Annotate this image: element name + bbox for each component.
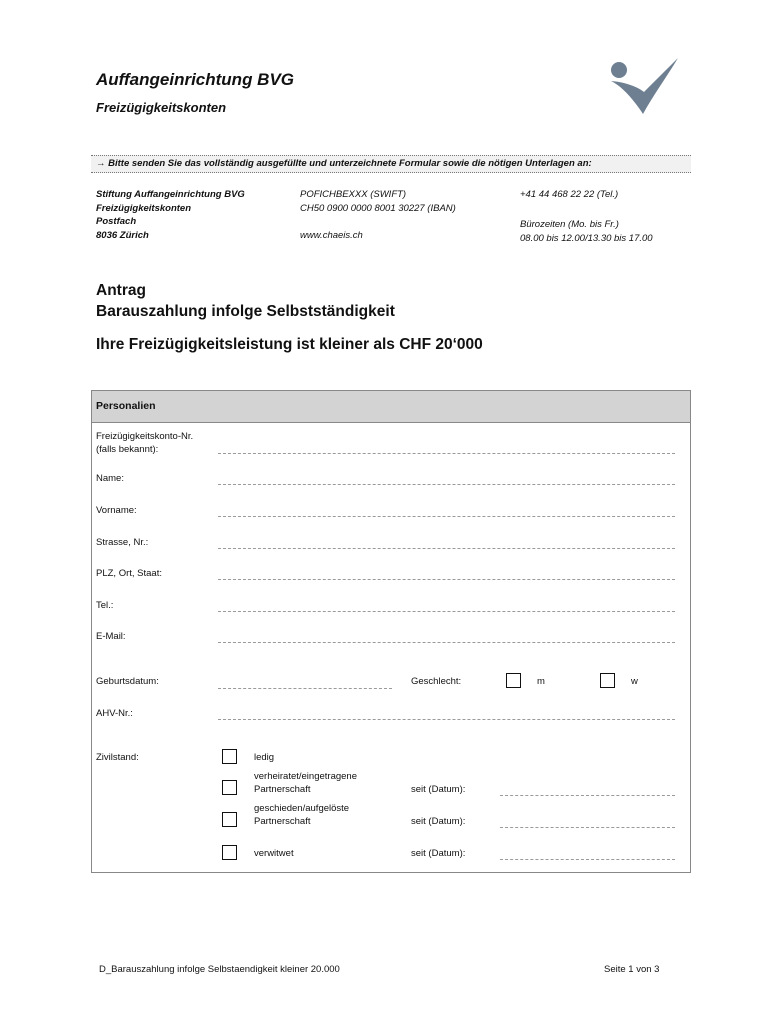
- verwitwet-checkbox[interactable]: [222, 845, 237, 860]
- verheiratet-checkbox[interactable]: [222, 780, 237, 795]
- geschieden-label: [254, 803, 349, 828]
- email-input[interactable]: [218, 642, 675, 643]
- form-title: [96, 280, 395, 322]
- title-subject: Barauszahlung infolge Selbstständigkeit: [96, 303, 395, 320]
- ahv-input[interactable]: [218, 719, 675, 720]
- seit-label-verwitwet: seit (Datum):: [411, 848, 466, 859]
- strasse-label: Strasse, Nr.:: [96, 537, 149, 548]
- tel-label: Tel.:: [96, 600, 114, 611]
- office-hours-label: Bürozeiten (Mo. bis Fr.): [520, 219, 619, 230]
- name-label: Name:: [96, 473, 124, 484]
- iban: CH50 0900 0000 8001 30227 (IBAN): [300, 202, 456, 214]
- account-label: [96, 431, 193, 456]
- strasse-input[interactable]: [218, 548, 675, 549]
- verheiratet-label: [254, 771, 357, 796]
- geschieden-checkbox[interactable]: [222, 812, 237, 827]
- office-hours: [520, 218, 653, 245]
- geschieden-label-line: geschieden/aufgelöste: [254, 803, 350, 814]
- plz-input[interactable]: [218, 579, 675, 580]
- ahv-label: AHV-Nr.:: [96, 708, 133, 719]
- gender-w-label: w: [631, 676, 638, 687]
- vorname-label: Vorname:: [96, 505, 137, 516]
- office-hours-value: 08.00 bis 12.00/13.30 bis 17.00: [520, 232, 653, 244]
- geschieden-label-line: Partnerschaft: [254, 815, 311, 827]
- ledig-label: ledig: [254, 752, 275, 763]
- arrow-icon: →: [96, 158, 106, 169]
- bank-block: [300, 188, 456, 215]
- verheiratet-label-line: verheiratet/eingetragene: [254, 771, 357, 782]
- geschlecht-label: Geschlecht:: [411, 676, 462, 687]
- swift: POFICHBEXXX (SWIFT): [300, 189, 407, 200]
- section-header: Personalien: [92, 391, 690, 423]
- instruction-bar: [91, 155, 691, 173]
- verwitwet-label: verwitwet: [254, 848, 294, 859]
- account-label-line: Freizügigkeitskonto-Nr.: [96, 431, 194, 442]
- gender-m-checkbox[interactable]: [506, 673, 521, 688]
- phone: +41 44 468 22 22 (Tel.): [520, 189, 619, 200]
- footer-page-number: Seite 1 von 3: [604, 964, 660, 975]
- name-input[interactable]: [218, 484, 675, 485]
- title-antrag: Antrag: [96, 282, 146, 299]
- tel-input[interactable]: [218, 611, 675, 612]
- address-line: Postfach: [96, 216, 137, 227]
- seit-label-verheiratet: seit (Datum):: [411, 784, 466, 795]
- seit-geschieden-input[interactable]: [500, 827, 675, 828]
- title-main: Ihre Freizügigkeitsleistung ist kleiner als CHF 20‘000: [96, 336, 483, 353]
- plz-label: PLZ, Ort, Staat:: [96, 568, 162, 579]
- gender-m-label: m: [537, 676, 545, 687]
- footer-doc-name: D_Barauszahlung infolge Selbstaendigkeit kleiner 20.000: [99, 964, 340, 975]
- account-input[interactable]: [218, 453, 675, 454]
- vorname-input[interactable]: [218, 516, 675, 517]
- seit-verheiratet-input[interactable]: [500, 795, 675, 796]
- address-line: Stiftung Auffangeinrichtung BVG: [96, 189, 245, 200]
- instruction-text: Bitte senden Sie das vollständig ausgefüllte und unterzeichnete Formular sowie die nötigen Unterlagen an:: [108, 158, 592, 169]
- address-line: Freizügigkeitskonten: [96, 202, 192, 214]
- address-block: [96, 188, 245, 242]
- personalien-form: [91, 390, 691, 873]
- geburtsdatum-input[interactable]: [218, 688, 392, 689]
- address-line: 8036 Zürich: [96, 229, 149, 241]
- logo-icon: [606, 56, 680, 116]
- account-label-line: (falls bekannt):: [96, 443, 159, 455]
- verheiratet-label-line: Partnerschaft: [254, 783, 311, 795]
- org-title: Auffangeinrichtung BVG: [96, 70, 295, 89]
- website-link[interactable]: www.chaeis.ch: [300, 230, 363, 241]
- ledig-checkbox[interactable]: [222, 749, 237, 764]
- org-subtitle: Freizügigkeitskonten: [96, 100, 227, 115]
- geburtsdatum-label: Geburtsdatum:: [96, 676, 159, 687]
- seit-label-geschieden: seit (Datum):: [411, 816, 466, 827]
- zivilstand-label: Zivilstand:: [96, 752, 139, 763]
- seit-verwitwet-input[interactable]: [500, 859, 675, 860]
- email-label: E-Mail:: [96, 631, 126, 642]
- gender-w-checkbox[interactable]: [600, 673, 615, 688]
